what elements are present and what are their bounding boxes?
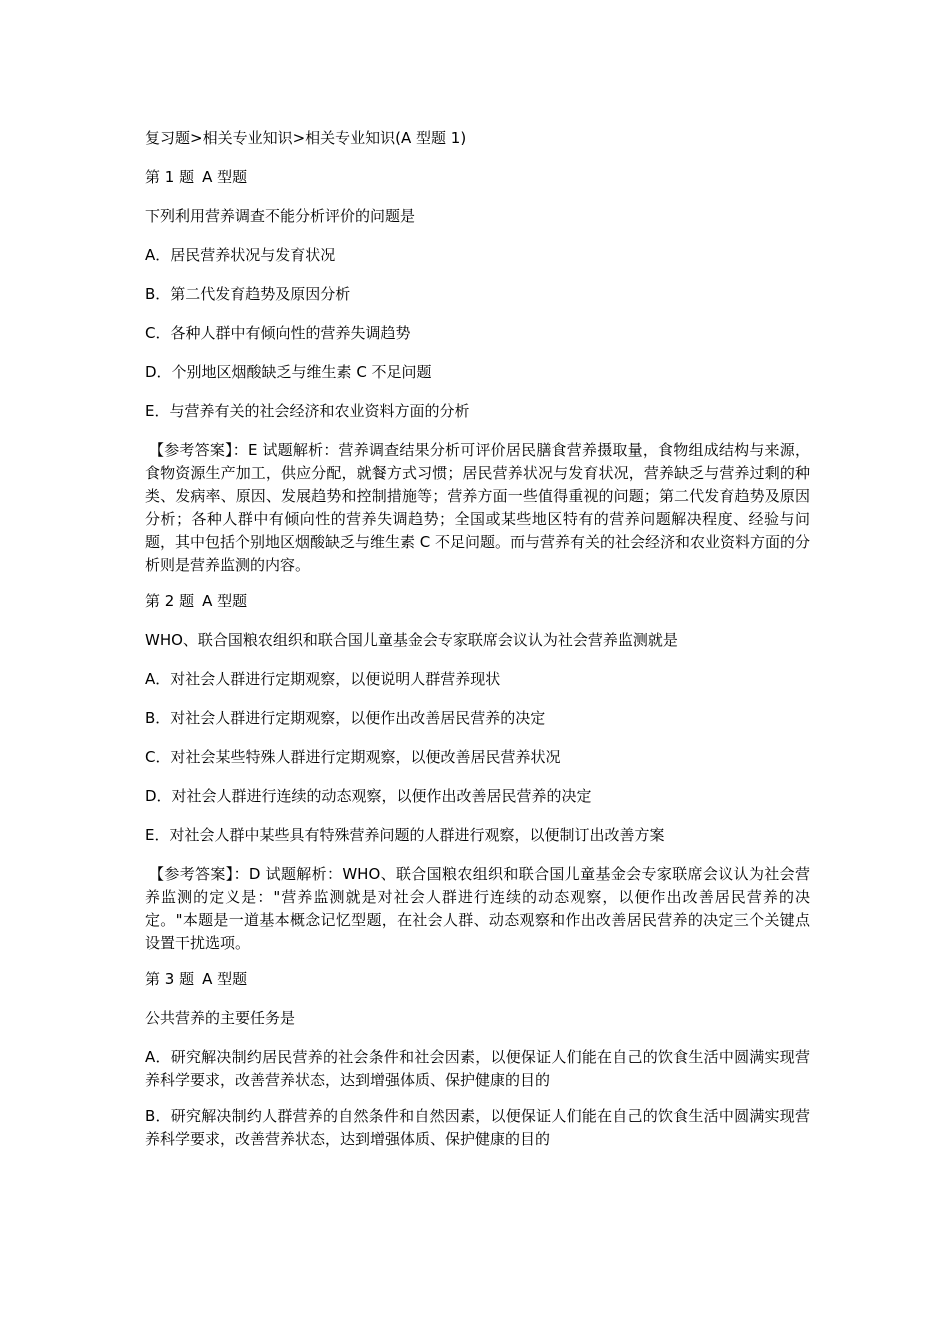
document-page	[145, 127, 810, 1164]
question-type: A 型题	[202, 592, 248, 610]
reference-answer: 【参考答案】：D 试题解析：WHO、联合国粮农组织和联合国儿童基金会专家联席会议认为社会营养监测的定义是："营养监测就是对社会人群进行连续的动态观察，以便作出改善居民营养的决定。"本题是一道基本概念记忆型题，在社会人群、动态观察和作出改善居民营养的决定三个关键点设置干扰选项。	[145, 865, 810, 952]
option-b: B．研究解决制约人群营养的自然条件和自然因素，以便保证人们能在自己的饮食生活中圆满实现营养科学要求，改善营养状态，达到增强体质、保护健康的目的	[145, 1107, 810, 1148]
option-e: E．对社会人群中某些具有特殊营养问题的人群进行观察，以便制订出改善方案	[145, 826, 665, 844]
question-type: A 型题	[202, 168, 248, 186]
question-number: 第 1 题	[145, 168, 195, 186]
option-c: C．对社会某些特殊人群进行定期观察，以便改善居民营养状况	[145, 748, 561, 766]
option-a: A．研究解决制约居民营养的社会条件和社会因素，以便保证人们能在自己的饮食生活中圆满实现营养科学要求，改善营养状态，达到增强体质、保护健康的目的	[145, 1048, 810, 1089]
option-b: B．对社会人群进行定期观察，以便作出改善居民营养的决定	[145, 709, 546, 727]
question-stem: 公共营养的主要任务是	[145, 1009, 296, 1027]
breadcrumb: 复习题>相关专业知识>相关专业知识(A 型题 1)	[145, 129, 467, 147]
question-3	[145, 968, 810, 1151]
question-header	[145, 590, 810, 612]
question-2	[145, 590, 810, 955]
option-e: E．与营养有关的社会经济和农业资料方面的分析	[145, 402, 470, 420]
option-a: A．对社会人群进行定期观察，以便说明人群营养现状	[145, 670, 501, 688]
question-number: 第 2 题	[145, 592, 195, 610]
reference-answer: 【参考答案】：E 试题解析：营养调查结果分析可评价居民膳食营养摄取量，食物组成结构与来源，食物资源生产加工，供应分配，就餐方式习惯；居民营养状况与发育状况，营养缺乏与营养过剩的种类、发病率、原因、发展趋势和控制措施等；营养方面一些值得重视的问题；第二代发育趋势及原因分析；各种人群中有倾向性的营养失调趋势；全国或某些地区特有的营养问题解决程度、经验与问题，其中包括个别地区烟酸缺乏与维生素 C 不足问题。而与营养有关的社会经济和农业资料方面的分析则是营养监测的内容。	[145, 441, 811, 574]
option-d: D．个别地区烟酸缺乏与维生素 C 不足问题	[145, 363, 432, 381]
question-stem: 下列利用营养调查不能分析评价的问题是	[145, 207, 416, 225]
option-d: D．对社会人群进行连续的动态观察，以便作出改善居民营养的决定	[145, 787, 592, 805]
question-header	[145, 968, 810, 990]
option-c: C．各种人群中有倾向性的营养失调趋势	[145, 324, 411, 342]
question-type: A 型题	[202, 970, 248, 988]
question-stem: WHO、联合国粮农组织和联合国儿童基金会专家联席会议认为社会营养监测就是	[145, 631, 678, 649]
option-a: A．居民营养状况与发育状况	[145, 246, 336, 264]
question-number: 第 3 题	[145, 970, 195, 988]
option-b: B．第二代发育趋势及原因分析	[145, 285, 351, 303]
question-1	[145, 166, 810, 577]
question-header	[145, 166, 810, 188]
